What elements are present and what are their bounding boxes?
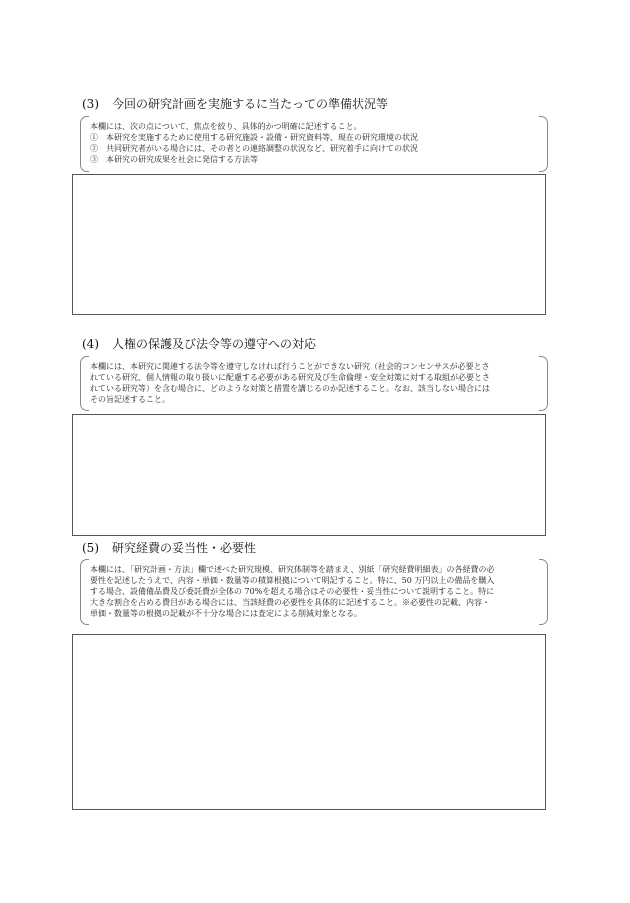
instruction-item: ② 共同研究者がいる場合には、その者との連絡調整の状況など、研究着手に向けての状況 — [90, 144, 418, 153]
instruction-line: れている研究、個人情報の取り扱いに配慮する必要がある研究及び生命倫理・安全対策に対する取組が必要とさ — [90, 373, 490, 382]
instruction-line: 本欄には、本研究に関連する法令等を遵守しなければ行うことができない研究（社会的コンセンサスが必要とさ — [90, 362, 490, 371]
section-4-heading — [82, 337, 316, 351]
instruction-line: 要性を記述したうえで、内容・単価・数量等の積算根拠について明記すること。特に、50 万円以上の備品を購入 — [90, 576, 495, 585]
section-title: 人権の保護及び法令等の遵守への対応 — [112, 337, 317, 351]
section-3-heading — [82, 97, 388, 111]
instruction-line: れている研究等）を含む場合に、どのような対策と措置を講じるのか記述すること。なお、該当しない場合には — [90, 384, 490, 393]
section-5-answer-box[interactable] — [72, 634, 546, 810]
section-number: (5) — [82, 541, 99, 555]
instruction-line: 大きな割合を占める費目がある場合には、当該経費の必要性を具体的に記述すること。※必要性の記載、内容・ — [90, 598, 490, 607]
section-title: 研究経費の妥当性・必要性 — [112, 541, 257, 555]
instruction-intro: 本欄には、次の点について、焦点を絞り、具体的かつ明確に記述すること。 — [90, 122, 362, 131]
section-4-answer-box[interactable] — [72, 414, 546, 536]
section-number: (4) — [82, 337, 99, 351]
section-3-instructions — [80, 116, 548, 172]
instruction-line: その旨記述すること。 — [90, 395, 170, 404]
instruction-line: 単価・数量等の根拠の記載が不十分な場合には査定による削減対象となる。 — [90, 609, 362, 618]
section-5-instructions — [80, 559, 548, 625]
section-title: 今回の研究計画を実施するに当たっての準備状況等 — [112, 97, 389, 111]
section-5-heading — [82, 541, 256, 555]
instruction-item: ① 本研究を実施するために使用する研究施設・設備・研究資料等、現在の研究環境の状況 — [90, 133, 418, 142]
section-number: (3) — [82, 97, 99, 111]
instruction-line: する場合、設備備品費及び委託費が全体の 70%を超える場合はその必要性・妥当性について説明すること。特に — [90, 587, 495, 596]
section-4-instructions — [80, 356, 548, 411]
instruction-item: ③ 本研究の研究成果を社会に発信する方法等 — [90, 155, 258, 164]
instruction-line: 本欄には、「研究計画・方法」欄で述べた研究規模、研究体制等を踏まえ、別紙「研究経費明細表」の各経費の必 — [90, 565, 495, 574]
section-3-answer-box[interactable] — [72, 174, 546, 315]
